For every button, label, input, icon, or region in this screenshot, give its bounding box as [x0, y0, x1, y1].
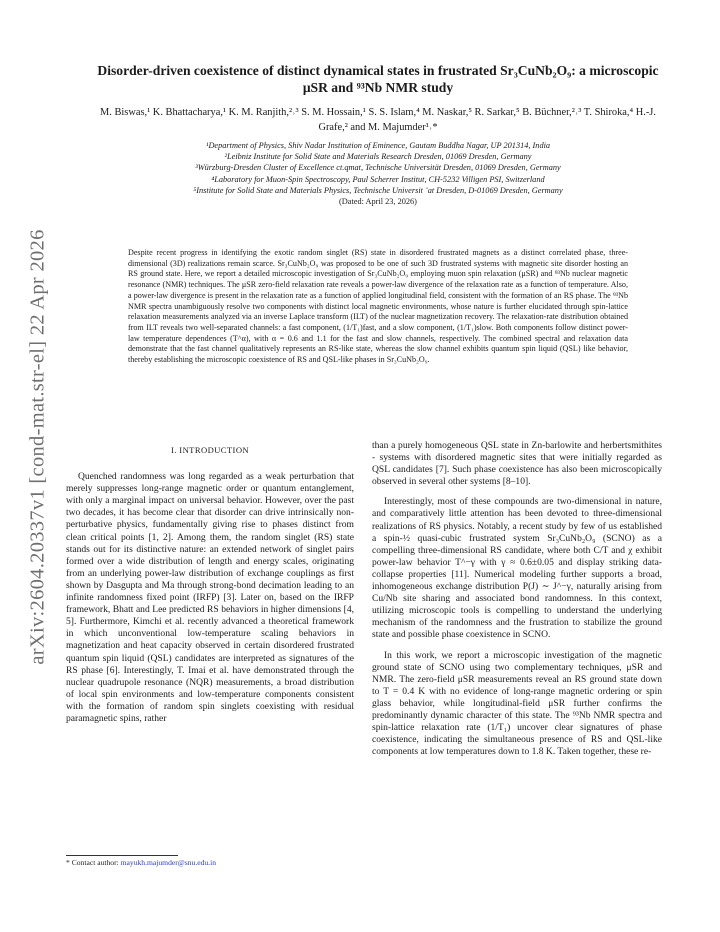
footnote-divider: [66, 855, 178, 856]
section-heading: I. INTRODUCTION: [170, 445, 250, 455]
paragraph: Interestingly, most of these compounds are two-dimensional in nature, and comparatively little attention has been devoted to three-dimensional realizations of RS physics. Notably, a recent study by few of us established a spin-½ quasi-cubic frustrated system Sr₃CuNb₂O₉ (SCNO) as a compelling three-dimensional RS candidate, where both C/T and χ exhibit power-law behavior T^−γ with γ ≈ 0.6±0.05 and display striking data-collapse properties [11]. Numerical modeling further supports a broad, inhomogeneous exchange distribution P(J) ∼ J^−γ, naturally arising from Cu/Nb site sharing and associated bond randomness. In this context, utilizing microscopic tools is compelling to understand the underlying mechanism of the randomness and the frustration to stabilize the ground state and possible phase coexistence in SCNO.: [372, 496, 662, 641]
footnote-label: * Contact author:: [66, 858, 121, 867]
left-column: [66, 440, 354, 725]
arxiv-identifier: [18, 212, 58, 682]
affiliation-3: ³Würzburg-Dresden Cluster of Excellence ct.qmat, Technische Universität Dresden, 01069 Dresden, Germany: [195, 163, 561, 173]
affiliation-5: ⁵Institute for Solid State and Materials Physics, Technische Universit ¨at Dresden, D-01069 Dresden, Germany: [193, 185, 563, 195]
abstract: Despite recent progress in identifying the exotic random singlet (RS) state in disordered frustrated magnets as a distinct correlated phase, three-dimensional (3D) realizations remain scarce. Sr₃CuNb₂O₉ was proposed to be one of such 3D frustrated systems with magnetic site disorder hosting an RS ground state. Here, we report a detailed microscopic investigation of Sr₃CuNb₂O₉ employing muon spin relaxation (μSR) and ⁹³Nb nuclear magnetic resonance (NMR) techniques. The μSR zero-field relaxation rate reveals a power-law divergence of the relaxation rate as a function of temperature. Also, a power-law divergence is present in the relaxation rate as a function of applied longitudinal field, consistent with the formation of an RS phase. The ⁹³Nb NMR spectra unambiguously resolve two components with distinct local magnetic environments, whose nature is further elucidated through spin-lattice relaxation measurements analyzed via an inverse Laplace transform (ILT) of the nuclear magnetization recovery. The relaxation-rate distribution obtained from ILT reveals two well-separated channels: a fast component, (1/T₁)fast, and a slow component, (1/T₁)slow. Both components follow distinct power-law temperature dependences (T^α), with α = 0.6 and 1.1 for the fast and slow channels, respectively. The combined spectral and relaxation data demonstrate that the fast channel qualitatively represents an RS-like state, whereas the slow channel exhibits quantum spin liquid (QSL) like behavior, thereby establishing the microscopic coexistence of RS and QSL-like phases in Sr₃CuNb₂O₉.: [128, 248, 628, 365]
affiliation-2: ²Leibniz Institute for Solid State and Materials Research Dresden, 01069 Dresden, Germany: [224, 152, 532, 162]
paragraph: Quenched randomness was long regarded as a weak perturbation that merely suppresses long-range magnetic order or quantum entanglement, with only a marginal impact on universal behavior. However, over the past two decades, it has become clear that disorder can drive intrinsically non-perturbative physics, fundamentally giving rise to phases distinct from clean critical points [1, 2]. Among them, the random singlet (RS) state stands out for its distinctive nature: an extended network of singlet pairs formed over a wide distribution of length and energy scales, originating from an underlying power-law distribution of exchange couplings as first shown by Dasgupta and Ma through strong-bond decimation leading to an infinite randomness fixed point (IRFP) [3]. Later on, based on the IRFP framework, Bhatt and Lee predicted RS behaviors in higher dimensions [4, 5]. Furthermore, Kimchi et al. recently advanced a theoretical framework in which unconventional low-temperature scaling behaviors in magnetization and heat capacity observed in certain disordered frustrated quantum spin liquid (QSL) candidates are interpreted as signatures of the RS phase [6]. Interestingly, T. Imai et al. have demonstrated through the nuclear quadrupole resonance (NQR) measurements, a broad distribution of local spin environments and low-temperature components consistent with the formation of random spin singlets coexisting with residual paramagnetic spins, rather: [66, 471, 354, 724]
paper-title: Disorder-driven coexistence of distinct dynamical states in frustrated Sr₃CuNb₂O₉: a microscopic μSR and ⁹³Nb NMR study: [97, 63, 659, 95]
paragraph: In this work, we report a microscopic investigation of the magnetic ground state of SCNO using two complementary techniques, μSR and NMR. The zero-field μSR measurements reveal an RS ground state down to T = 0.4 K with no evidence of long-range magnetic ordering or spin glass behavior, while longitudinal-field μSR further confirms the predominantly dynamic character of this state. The ⁹³Nb NMR spectra and spin-lattice relaxation rate (1/T₁) uncover clear signatures of phase coexistence, indicating the simultaneous presence of RS and QSL-like components at low temperatures down to 1.8 K. Taken together, these re-: [372, 649, 662, 758]
arxiv-identifier-text: arXiv:2604.20337v1 [cond-mat.str-el] 22 Apr 2026: [26, 229, 49, 665]
affiliation-4: ⁴Laboratory for Muon-Spin Spectroscopy, Paul Scherrer Institut, CH-5232 Villigen PSI, Switzerland: [211, 174, 545, 184]
paragraph: than a purely homogeneous QSL state in Zn-barlowite and herbertsmithites - systems with disordered magnetic sites that were initially regarded as QSL candidates [7]. Such phase coexistence has also been microscopically observed in several other systems [8–10].: [372, 440, 662, 488]
contact-email-link[interactable]: mayukh.majumder@snu.edu.in: [120, 858, 216, 867]
date-line: (Dated: April 23, 2026): [339, 197, 417, 207]
footnote: [66, 858, 216, 867]
affiliation-1: ¹Department of Physics, Shiv Nadar Institution of Eminence, Gautam Buddha Nagar, UP 201314, India: [205, 141, 551, 150]
right-column: [372, 440, 662, 758]
affiliations: [86, 140, 670, 207]
author-list: M. Biswas,¹ K. Bhattacharya,¹ K. M. Ranjith,²˒³ S. M. Hossain,¹ S. S. Islam,⁴ M. Naskar,⁵ R. Sarkar,⁵ B. Büchner,²˒³ T. Shiroka,⁴ H.-J. Grafe,² and M. Majumder¹˒*: [100, 107, 656, 133]
